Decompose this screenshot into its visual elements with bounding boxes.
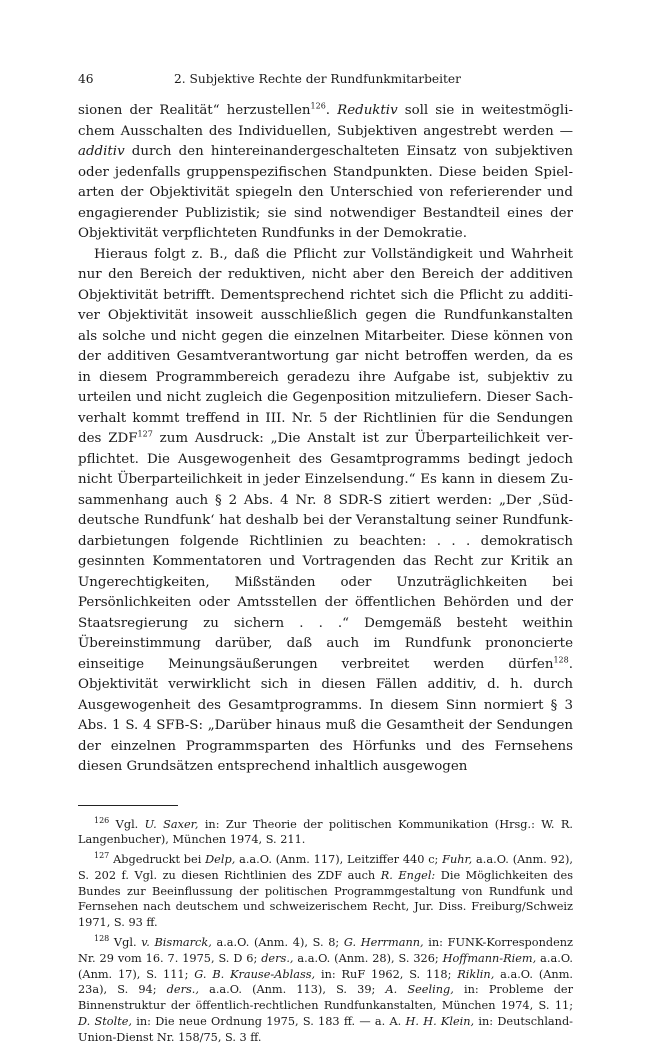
- text-run: a.a.O. (Anm. 117), Leitziffer 440 c;: [235, 853, 443, 867]
- footnote-127: [78, 852, 573, 931]
- emphasis-additiv: additiv: [78, 144, 125, 159]
- running-title: 2. Subjektive Rechte der Rundfunkmitarbeiter: [174, 72, 461, 86]
- author-name: G. Herrmann,: [343, 936, 424, 950]
- footnote-ref-126[interactable]: 126: [310, 101, 326, 111]
- text-run: soll sie in weitestmöglichem Ausschalten des Individuellen, Subjektiven angestrebt werden —: [78, 103, 574, 139]
- text-run: Hieraus folgt z. B., daß die Pflicht zur Vollständigkeit und Wahrheit nur den Bereich der reduktiven, nicht aber den Bereich der additiven Objektivität betrifft. Dementsprechend richtet sich die Pflicht zu additiver Objektivität insoweit ausschließlich gegen die Rundfunkanstalten als solche und nicht gegen die einzelnen Mitarbeiter. Diese können von der additiven Gesamtverantwortung gar nicht betroffen werden, da es in diesem Programmbereich geradezu ihre Aufgabe ist, subjektiv zu urteilen und nicht zugleich die Gegenposition mitzuliefern. Dieser Sachverhalt kommt treffend in III. Nr. 5 der Richtlinien für die Sendungen des ZDF: [78, 246, 573, 446]
- text-run: Die Möglichkeiten des Bundes zur Beeinflussung der politischen Programmgestaltung von Rundfunk und Fernsehen nach deutschem und schweizerischem Recht, Jur. Diss. Freiburg/Schweiz 1971, S. 93 ff.: [78, 868, 574, 930]
- text-run: a.a.O. (Anm. 92), S. 202 f. Vgl. zu diesen Richtlinien des ZDF auch: [78, 853, 574, 882]
- text-run: in: Deutschland-Union-Dienst Nr. 158/75, S. 3 ff.: [78, 1015, 573, 1044]
- text-run: in: Zur Theorie der politischen Kommunikation (Hrsg.: W. R. Langenbucher), München 1974, S. 211.: [78, 817, 573, 847]
- text-run: in: RuF 1962, S. 118;: [315, 967, 458, 981]
- footnote-ref-128[interactable]: 128: [553, 655, 569, 665]
- main-text: [78, 101, 573, 778]
- text-run: Vgl.: [109, 817, 145, 831]
- text-run: a.a.O. (Anm. 23a), S. 94;: [78, 967, 573, 997]
- text-run: zum Ausdruck: „Die Anstalt ist zur Überparteilichkeit verpflichtet. Die Ausgewogenheit des Gesamtprogramms bedingt jedoch nicht Überparteilichkeit in jeder Einzelsendung.“ Es kann in diesem Zusammenhang auch § 2 Abs. 4 Nr. 8 SDR-S zitiert werden: „Der ‚Süddeutsche Rundfunk‘ hat deshalb bei der Veranstaltung seiner Rundfunkdarbietungen folgende Richtlinien zu beachten: . . . demokratisch gesinnten Kommentatoren und Vortragenden das Recht zur Kritik an Ungerechtigkeiten, Mißständen oder Unzuträglichkeiten bei Persönlichkeiten oder Amtsstellen der öffentlichen Behörden und der Staatsregierung zu sichern . . .“ Demgemäß besteht weithin Übereinstimmung darüber, daß auch im Rundfunk prononcierte einseitige Meinungsäußerungen verbreitet werden dürfen: [78, 431, 573, 672]
- author-name: ders.,: [166, 983, 199, 997]
- author-name: H. H. Klein,: [405, 1015, 475, 1029]
- text-run: in: Probleme der Binnenstruktur der öffentlich-rechtlichen Rundfunkanstalten, München 1974, S. 11;: [78, 983, 574, 1013]
- footnote-number: 128: [94, 934, 110, 944]
- text-run: .: [325, 103, 338, 118]
- footnote-separator: [78, 805, 178, 806]
- page-number: 46: [78, 72, 94, 86]
- author-name: Fuhr,: [442, 853, 473, 867]
- text-run: Vgl.: [109, 936, 142, 950]
- author-name: U. Saxer,: [144, 817, 199, 831]
- author-name: G. B. Krause-Ablass,: [194, 967, 316, 981]
- footnote-number: 126: [94, 815, 110, 825]
- paragraph-2: [78, 245, 573, 778]
- author-name: D. Stolte,: [78, 1015, 133, 1029]
- author-name: v. Bismarck,: [141, 936, 212, 950]
- footnote-126: [78, 817, 573, 849]
- author-name: Riklin,: [457, 967, 495, 981]
- text-run: a.a.O. (Anm. 28), S. 326;: [293, 951, 443, 965]
- text-run: a.a.O. (Anm. 4), S. 8;: [211, 936, 344, 950]
- author-name: R. Engel:: [380, 868, 436, 882]
- emphasis-reduktiv: Reduktiv: [337, 103, 398, 118]
- author-name: Hoffmann-Riem,: [442, 951, 537, 965]
- text-run: . Objektivität verwirklicht sich in diesen Fällen additiv, d. h. durch Ausgewogenheit des Gesamtprogramms. In diesem Sinn normiert § 3 Abs. 1 S. 4 SFB-S: „Darüber hinaus muß die Gesamtheit der Sendungen der einzelnen Programmsparten des Hörfunks und des Fernsehens diesen Grundsätzen entsprechend inhaltlich ausgewogen: [78, 656, 573, 774]
- text-run: in: FUNK-Korrespondenz Nr. 29 vom 16. 7. 1975, S. D 6;: [78, 936, 573, 965]
- running-header: [78, 72, 573, 90]
- text-run: a.a.O. (Anm. 17), S. 111;: [78, 951, 574, 981]
- author-name: A. Seeling,: [385, 983, 454, 997]
- text-run: sionen der Realität“ herzustellen: [78, 103, 311, 118]
- footnote-ref-127[interactable]: 127: [137, 429, 153, 439]
- footnote-128: [78, 935, 573, 1046]
- book-page: [78, 72, 573, 1050]
- author-name: Delp,: [205, 853, 236, 867]
- paragraph-1: [78, 101, 573, 245]
- footnotes: [78, 817, 573, 1046]
- text-run: in: Die neue Ordnung 1975, S. 183 ff. — a. A.: [132, 1015, 406, 1029]
- text-run: Abgedruckt bei: [109, 853, 206, 867]
- text-run: durch den hintereinandergeschalteten Einsatz von subjektiven oder jedenfalls gruppenspezifischen Standpunkten. Diese beiden Spielarten der Objektivität spiegeln den Unterschied von referierender und engagierender Publizistik; sie sind notwendiger Bestandteil eines der Objektivität verpflichteten Rundfunks in der Demokratie.: [78, 144, 573, 241]
- text-run: a.a.O. (Anm. 113), S. 39;: [198, 983, 386, 997]
- footnote-number: 127: [94, 851, 110, 861]
- author-name: ders.,: [261, 951, 294, 965]
